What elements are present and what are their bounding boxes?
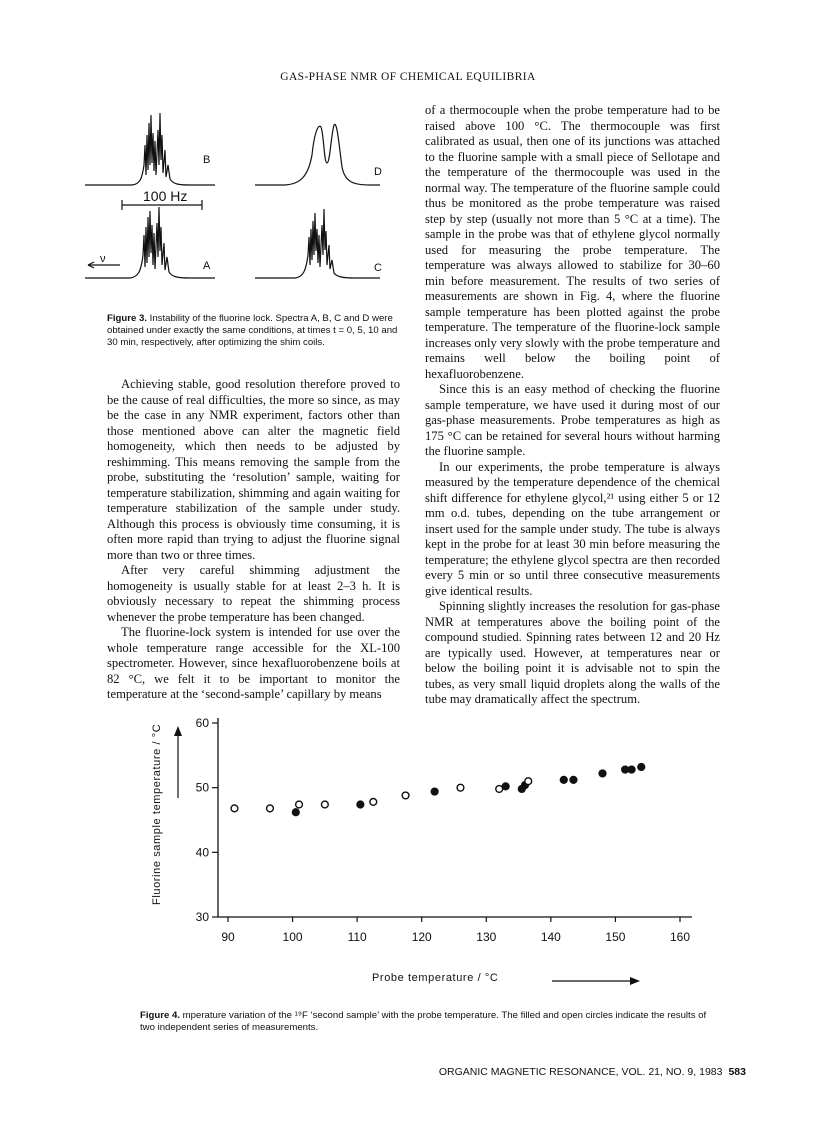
spectrum-d [255,124,380,185]
paragraph: In our experiments, the probe temperature is always measured by the temperature dependence of the chemical shift difference for ethylene glycol,²¹ using either 5 or 12 mm o.d. tubes, depending on the tube arrangement or insert used for the sample under study. The tube is always kept in the probe for at least 30 min before measuring the temperature; the ethylene glycol spectra are then recorded every 5 min or so until three consecutive measurements give identical results. [425,459,720,598]
spectrum-c [255,209,380,278]
data-point-filled [570,777,577,784]
data-point-filled [292,809,299,816]
spectrum-label-d: D [374,166,382,178]
x-tick-label: 150 [605,930,626,944]
paragraph: Achieving stable, good resolution therefore proved to be the cause of real difficulties, the more so since, as may be the case in any NMR experiment, factors other than those mentioned above can alter the magnetic field homogeneity, which then needs to be adjusted by reshimming. This means removing the sample from the probe, substituting the ‘resolution’ sample, waiting for temperature stabilization, shimming and again waiting for temperature stabilization of the sample under study. Although this process is obviously time consuming, it is often more rapid than trying to adjust the fluorine signal more than two or three times. [107,377,400,562]
paragraph: of a thermocouple when the probe temperature had to be raised above 100 °C. The thermocouple was first calibrated as usual, then one of its junctions was attached to the fluorine sample with a small piece of Sellotape and the temperature of the thermocouple was used in the normal way. The temperature of the fluorine sample could thus be monitored as the probe temperature was raised step by step (usually not more than 5 °C at a time). The sample in the probe was that of ethylene glycol normally used for measuring the probe temperature. The temperature was always allowed to stabilize for 30–60 min before measurement. The results of two series of measurements are shown in Fig. 4, where the fluorine sample temperature has been plotted against the probe temperature. The temperature of the fluorine-lock sample increases only very slowly with the probe temperature and remains well below the boiling point of hexafluorobenzene. [425,103,720,381]
spectrum-a [85,207,215,278]
figure-3-caption-label: Figure 3. [107,313,147,324]
data-point-open [525,778,532,785]
x-tick-label: 160 [669,930,691,944]
spectrum-label-b: B [203,154,211,166]
data-point-filled [560,777,567,784]
paragraph: Since this is an easy method of checking the fluorine sample temperature, we have used it during most of our gas-phase measurements. Probe temperatures as high as 175 °C can be retained for several hours without harming the fluorine sample. [425,382,720,458]
figure-4-caption-text: mperature variation of the ¹⁹F ‘second sample’ with the probe temperature. The filled and open circles indicate the results of two independent series of measurements. [140,1010,707,1033]
spectrum-label-a: A [203,260,211,272]
data-point-open [496,786,503,793]
data-point-filled [357,801,364,808]
frequency-arrow-label: ν [100,253,106,265]
data-point-filled [431,788,438,795]
spectrum-b [85,113,215,185]
y-tick-label: 50 [195,780,209,795]
left-text-column [107,377,400,703]
y-tick-label: 60 [195,716,209,730]
data-point-open [402,792,409,799]
page-footer [439,1066,746,1078]
y-tick-label: 40 [195,845,209,860]
x-tick-label: 140 [540,930,561,944]
page-number: 583 [728,1066,746,1078]
x-tick-label: 100 [282,930,303,944]
figure-3-caption [107,313,400,348]
journal-citation: ORGANIC MAGNETIC RESONANCE, VOL. 21, NO. 9, 1983 [438,1066,723,1078]
x-axis-label: Probe temperature / °C [372,972,499,984]
x-tick-label: 110 [347,930,367,944]
data-point-filled [628,766,635,773]
figure-4-chart [140,700,720,1000]
figure-3-caption-text: Instability of the fluorine lock. Spectra A, B, C and D were obtained under exactly the same conditions, at times t = 0, 5, 10 and 30 min, respectively, after optimizing the shim coils. [107,313,398,348]
data-point-open [457,784,464,791]
x-tick-label: 130 [476,930,497,944]
y-axis-label: Fluorine sample temperature / °C [151,723,163,905]
data-point-filled [638,764,645,771]
data-point-open [267,805,274,812]
figure-4-caption-label: Figure 4. [140,1010,180,1021]
paragraph: The fluorine-lock system is intended for use over the whole temperature range accessible for the XL-100 spectrometer. However, since hexafluorobenzene boils at 82 °C, we felt it to be important to monitor the temperature at the ‘second-sample’ capillary by means [107,625,400,701]
paragraph: Spinning slightly increases the resolution for gas-phase NMR at temperatures above the boiling point of the compound studied. Spinning rates between 12 and 20 Hz are typically used. However, at temperatures near or below the boiling point it is advisable not to spin the tubes, as very small liquid droplets along the walls of the tube may dramatically affect the spectrum. [425,599,720,706]
data-point-open [231,805,238,812]
figure-3-spectra [80,105,410,295]
y-tick-label: 30 [195,910,209,924]
paragraph: After very careful shimming adjustment the homogeneity is usually stable for at least 2–3 h. It is obviously necessary to repeat the shimming process whenever the probe temperature has been changed. [107,563,400,624]
figure-4-caption [140,1010,720,1034]
scale-label: 100 Hz [143,188,188,204]
x-tick-label: 120 [411,930,432,944]
data-point-open [321,801,328,808]
x-tick-label: 90 [221,930,235,944]
data-point-filled [599,770,606,777]
right-text-column [425,103,720,708]
running-header: GAS-PHASE NMR OF CHEMICAL EQUILIBRIA [280,71,536,83]
spectrum-label-c: C [374,262,382,274]
data-point-open [370,798,377,805]
data-point-open [296,801,303,808]
